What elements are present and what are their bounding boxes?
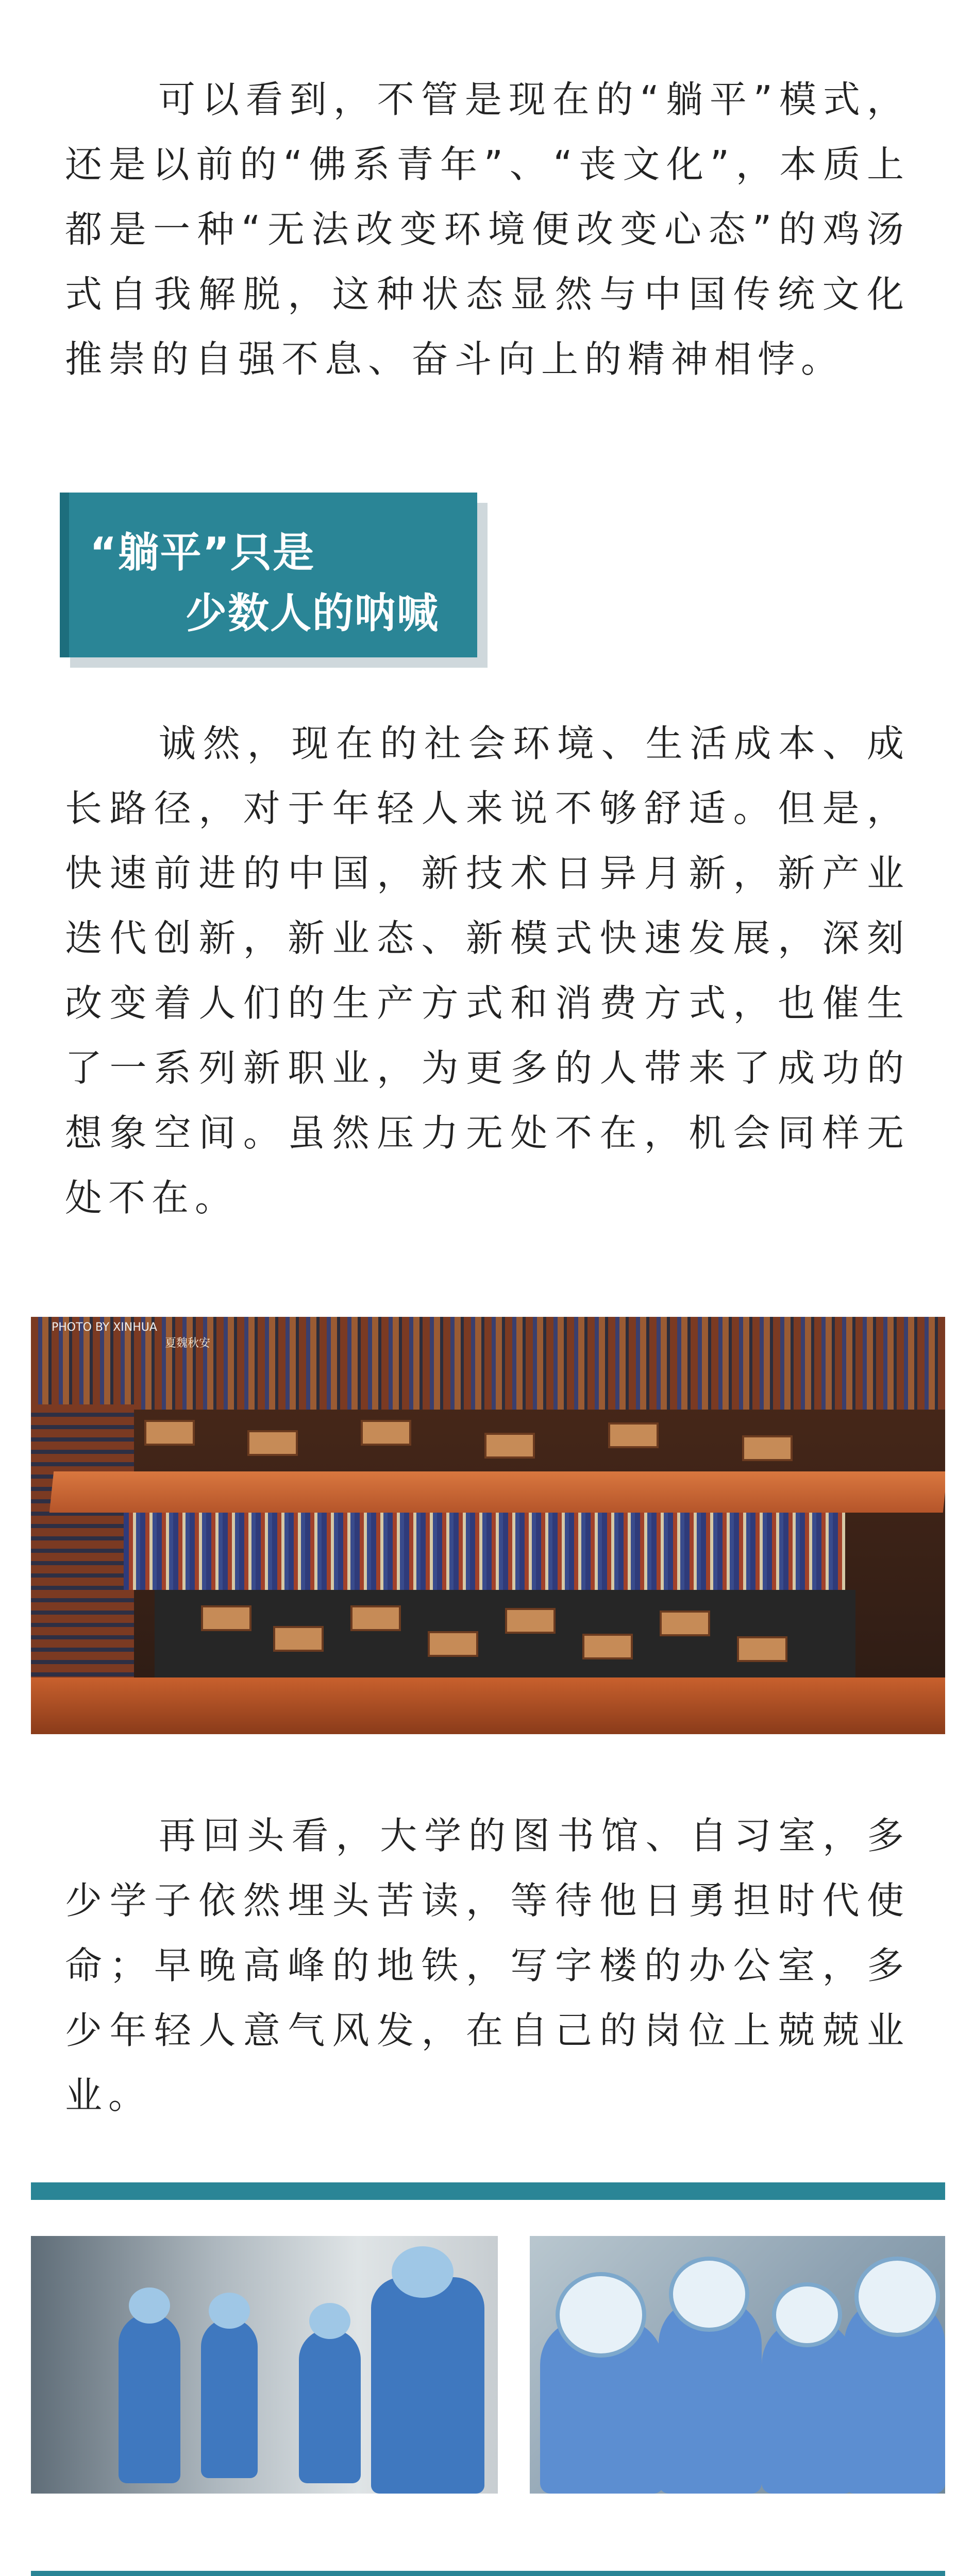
library-front-rail	[31, 1677, 945, 1734]
face-visor	[669, 2257, 749, 2332]
photo-stamp: 夏魏秋安	[165, 1337, 211, 1350]
library-desk	[350, 1605, 401, 1631]
medic-cap	[209, 2293, 250, 2329]
medics-running-photo	[31, 2236, 498, 2494]
paragraph-intro	[65, 67, 910, 392]
face-visor	[854, 2257, 940, 2337]
photo-credit: PHOTO BY XINHUA	[52, 1321, 157, 1334]
library-desk	[737, 1636, 787, 1662]
library-desk	[201, 1605, 251, 1631]
library-desk	[660, 1611, 710, 1636]
heading-line-2: 少数人的呐喊	[186, 589, 439, 637]
library-desk	[742, 1435, 793, 1461]
library-photo	[31, 1317, 945, 1734]
paragraph-students-text: 再回头看，大学的图书馆、自习室，多少学子依然埋头苦读，等待他日勇担时代使命；早晚高峰的地铁，写字楼的办公室，多少年轻人意气风发，在自己的岗位上兢兢业业。	[65, 1814, 910, 2117]
library-desk	[608, 1422, 659, 1448]
medics-protective-suits-photo	[530, 2236, 945, 2494]
medic-cap	[129, 2287, 170, 2324]
library-desk	[582, 1634, 633, 1659]
medic-figure	[299, 2329, 361, 2483]
library-desk	[273, 1626, 324, 1652]
library-desk	[361, 1420, 411, 1446]
library-desk	[247, 1430, 298, 1456]
divider-bar-top	[31, 2182, 945, 2200]
medic-cap	[392, 2246, 454, 2298]
paragraph-reality-text: 诚然，现在的社会环境、生活成本、成长路径，对于年轻人来说不够舒适。但是，快速前进的中国，新技术日异月新，新产业迭代创新，新业态、新模式快速发展，深刻改变着人们的生产方式和消费方式，也催生了一系列新职业，为更多的人带来了成功的想象空间。虽然压力无处不在，机会同样无处不在。	[65, 722, 910, 1219]
library-desk	[484, 1433, 535, 1459]
library-desk	[144, 1420, 195, 1446]
paragraph-reality	[65, 711, 910, 1230]
section-heading	[60, 493, 477, 657]
library-balcony-beam	[49, 1471, 945, 1513]
medic-figure	[119, 2313, 180, 2483]
face-visor	[556, 2272, 646, 2358]
heading-line-1: “躺平”只是	[90, 529, 315, 577]
medic-figure	[371, 2277, 484, 2494]
medic-figure	[201, 2318, 258, 2478]
divider-bar-bottom	[31, 2571, 945, 2576]
medic-cap	[309, 2303, 350, 2339]
paragraph-intro-text: 可以看到，不管是现在的“躺平”模式，还是以前的“佛系青年”、“丧文化”，本质上都是一种“无法改变环境便改变心态”的鸡汤式自我解脱，这种状态显然与中国传统文化推崇的自强不息、奋斗向上的精神相悖。	[65, 78, 910, 381]
library-back-shelves	[31, 1317, 945, 1410]
library-desk	[428, 1631, 478, 1657]
library-bookshelves	[124, 1513, 845, 1590]
face-visor	[772, 2282, 842, 2347]
library-desk	[505, 1608, 556, 1634]
paragraph-students	[65, 1803, 910, 2128]
